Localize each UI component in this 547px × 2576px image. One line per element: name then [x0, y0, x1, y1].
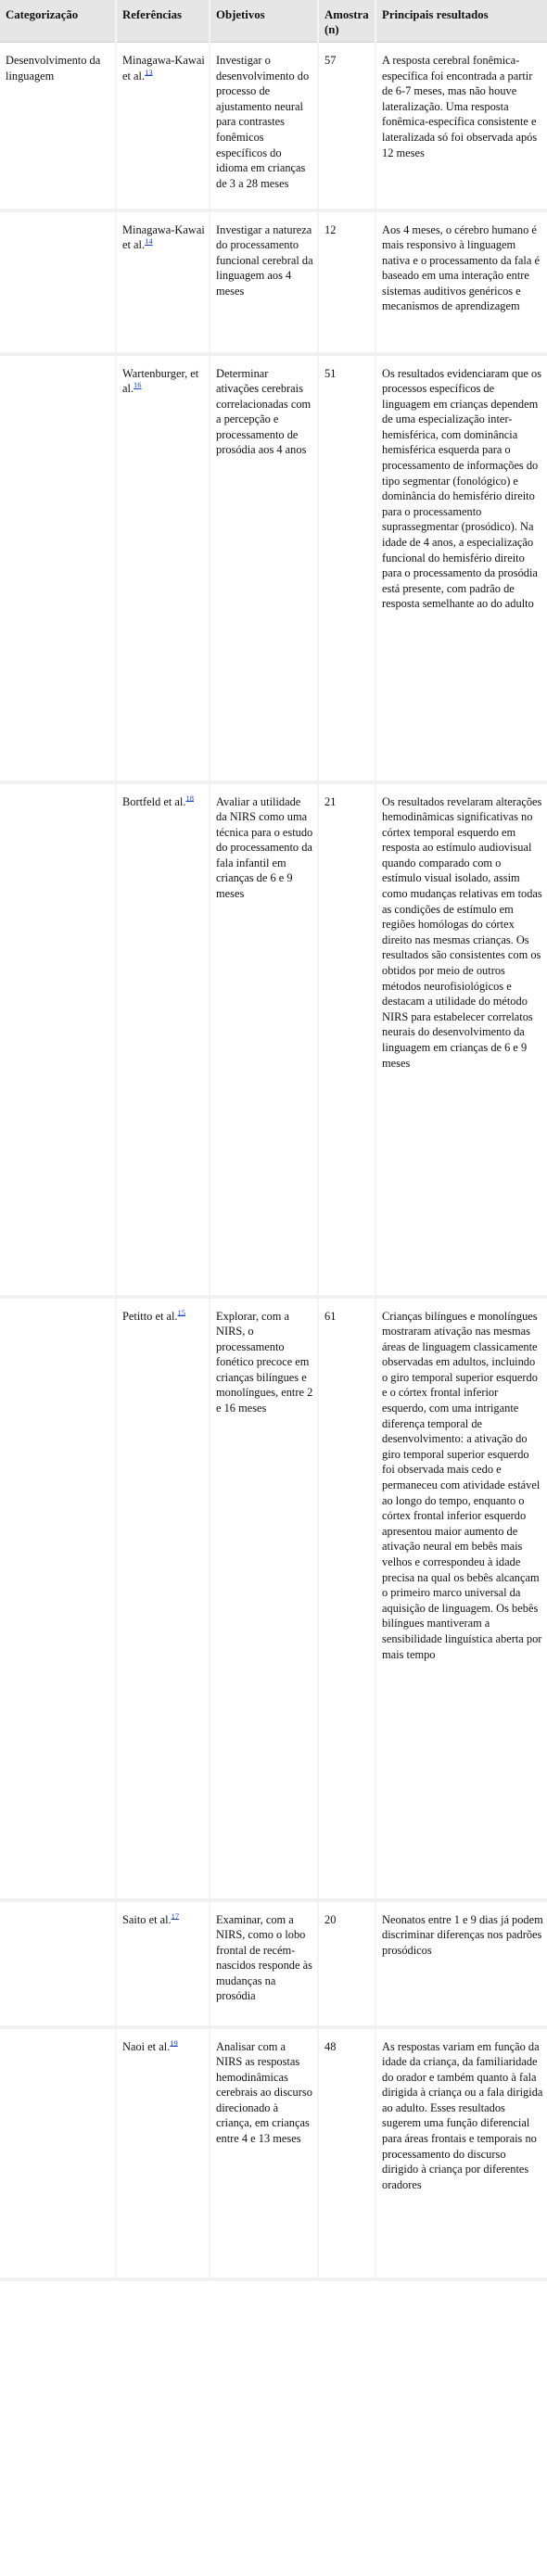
table-row — [0, 354, 547, 782]
cell-amostra: 20 — [318, 1900, 375, 2027]
cell-objetivo: Investigar a natureza do processamento funcional cerebral da linguagem aos 4 meses — [210, 210, 318, 354]
reference-text: Wartenburger, et al. — [122, 366, 199, 396]
header-categorizacao: Categorização — [0, 0, 116, 43]
header-amostra: Amostra (n) — [318, 0, 375, 43]
reference-link[interactable]: 15 — [177, 1307, 186, 1317]
header-objetivos: Objetivos — [210, 0, 318, 43]
table-row — [0, 1297, 547, 1900]
reference-link[interactable]: 17 — [171, 1910, 180, 1921]
cell-categorizacao — [0, 354, 116, 782]
table-body — [0, 43, 547, 2279]
table-row — [0, 210, 547, 354]
cell-amostra: 12 — [318, 210, 375, 354]
cell-resultado: As respostas variam em função da idade da criança, da familiaridade do orador e também quanto à fala dirigida à criança ou a fala dirigida ao adulto. Esses resultados sugerem uma função diferencial para áreas frontais e temporais no processamento do discurso dirigido à criança por diferentes oradores — [375, 2027, 547, 2279]
cell-categorizacao — [0, 782, 116, 1297]
cell-resultado: Os resultados evidenciaram que os processos específicos de linguagem em crianças dependem de uma especialização inter-hemisférica, com dominância hemisférica esquerda para o processamento de informações do tipo segmentar (fonológico) e dominância do hemisfério direito para o processamento suprassegmentar (prosódico). Na idade de 4 anos, a especialização funcional do hemisfério direito para o processamento da prosódia está presente, com padrão de resposta semelhante ao do adulto — [375, 354, 547, 782]
cell-resultado: Aos 4 meses, o cérebro humano é mais responsivo à linguagem nativa e o processamento da fala é baseado em uma interação entre sistemas auditivos genéricos e mecanismos de aprendizagem — [375, 210, 547, 354]
reference-text: Minagawa-Kawai et al. — [122, 222, 205, 252]
cell-referencia — [116, 43, 210, 210]
cell-amostra: 48 — [318, 2027, 375, 2279]
table-row — [0, 43, 547, 210]
cell-referencia — [116, 210, 210, 354]
cell-amostra: 61 — [318, 1297, 375, 1900]
table-header — [0, 0, 547, 43]
cell-referencia — [116, 1297, 210, 1900]
cell-referencia — [116, 2027, 210, 2279]
cell-resultado: Crianças bilíngues e monolíngues mostraram ativação nas mesmas áreas de linguagem classicamente observadas em adultos, incluindo o giro temporal superior esquerdo e o córtex frontal inferior esquerdo, com uma intrigante diferença temporal de desenvolvimento: a ativação do giro temporal superior esquerdo foi observada mais cedo e permaneceu com atividade estável ao longo do tempo, enquanto o córtex frontal inferior esquerdo apresentou maior aumento de ativação neural em bebês mais velhos e correspondeu à idade precisa na qual os bebês alcançam o primeiro marco universal da aquisição de linguagem. Os bebês bilíngues mantiveram a sensibilidade linguística aberta por mais tempo — [375, 1297, 547, 1900]
reference-text: Minagawa-Kawai et al. — [122, 54, 205, 82]
cell-categorizacao — [0, 210, 116, 354]
table-row — [0, 2027, 547, 2279]
reference-link[interactable]: 18 — [185, 793, 194, 803]
reference-text: Naoi et al. — [122, 2039, 171, 2053]
reference-text: Petitto et al. — [122, 1309, 178, 1323]
cell-objetivo: Analisar com a NIRS as respostas hemodinâmicas cerebrais ao discurso direcionado à criança, em crianças entre 4 e 13 meses — [210, 2027, 318, 2279]
cell-referencia — [116, 354, 210, 782]
cell-categorizacao — [0, 1297, 116, 1900]
table-row — [0, 1900, 547, 2027]
cell-categorizacao — [0, 1900, 116, 2027]
cell-amostra: 21 — [318, 782, 375, 1297]
cell-referencia — [116, 1900, 210, 2027]
cell-objetivo: Explorar, com a NIRS, o processamento fonético precoce em crianças bilíngues e monolíngues, entre 2 e 16 meses — [210, 1297, 318, 1900]
cell-resultado: Neonatos entre 1 e 9 dias já podem discriminar diferenças nos padrões prosódicos — [375, 1900, 547, 2027]
cell-objetivo: Examinar, com a NIRS, como o lobo frontal de recém-nascidos responde às mudanças na prosódia — [210, 1900, 318, 2027]
reference-link[interactable]: 19 — [170, 2037, 178, 2048]
cell-objetivo: Investigar o desenvolvimento do processo de ajustamento neural para contrastes fonêmicos específicos do idioma em crianças de 3 a 28 meses — [210, 43, 318, 210]
cell-amostra: 51 — [318, 354, 375, 782]
reference-link[interactable]: 14 — [145, 235, 153, 246]
cell-categorizacao — [0, 2027, 116, 2279]
cell-resultado: A resposta cerebral fonêmica-específica foi encontrada a partir de 6-7 meses, mas não houve lateralização. Uma resposta fonêmica-específica consistente e lateralizada só foi observada após 12 meses — [375, 43, 547, 210]
header-resultados: Principais resultados — [375, 0, 547, 43]
reference-text: Saito et al. — [122, 1912, 172, 1926]
cell-objetivo: Avaliar a utilidade da NIRS como uma técnica para o estudo do processamento da fala infantil em crianças de 6 e 9 meses — [210, 782, 318, 1297]
reference-text: Bortfeld et al. — [122, 794, 186, 808]
header-referencias: Referências — [116, 0, 210, 43]
table-row — [0, 782, 547, 1297]
cell-categorizacao: Desenvolvimento da linguagem — [0, 43, 116, 210]
reference-link[interactable]: 16 — [134, 379, 142, 389]
cell-objetivo: Determinar ativações cerebrais correlacionadas com a percepção e processamento de prosódia aos 4 anos — [210, 354, 318, 782]
cell-amostra: 57 — [318, 43, 375, 210]
reference-link[interactable]: 13 — [145, 67, 153, 77]
cell-resultado: Os resultados revelaram alterações hemodinâmicas significativas no córtex temporal esquerdo em resposta ao estímulo audiovisual quando comparado com o estímulo visual isolado, assim como mudanças relativas em todas as condições de estímulo em regiões homólogas do córtex direito nas mesmas crianças. Os resultados são consistentes com os obtidos por meio de outros métodos neurofisiológicos e destacam a utilidade do método NIRS para estabelecer correlatos neurais do desenvolvimento da linguagem em crianças de 6 e 9 meses — [375, 782, 547, 1297]
cell-referencia — [116, 782, 210, 1297]
